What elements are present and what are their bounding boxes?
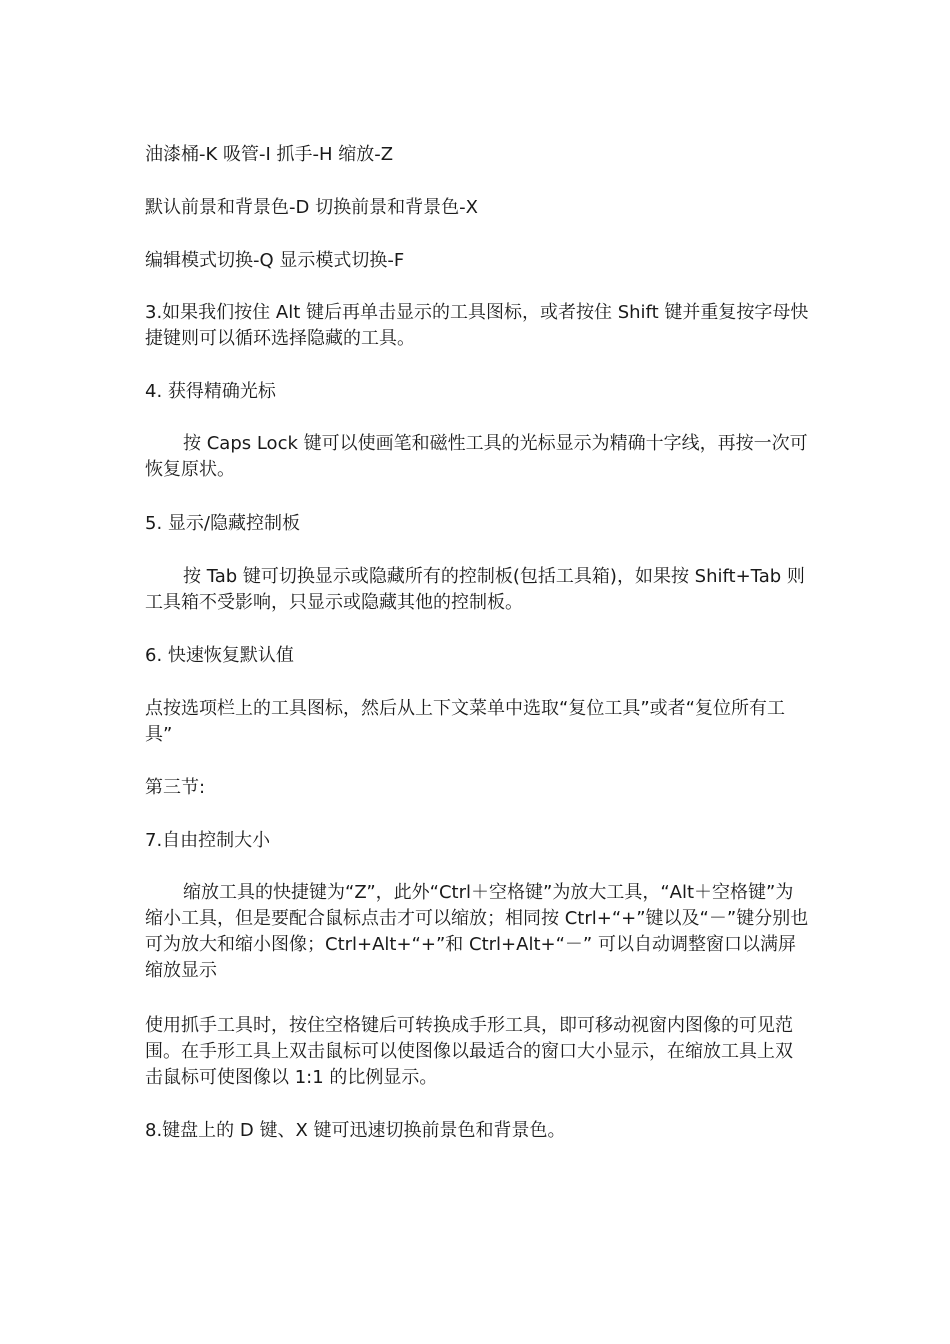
shortcut-line-1: 油漆桶-K 吸管-I 抓手-H 缩放-Z [145,144,394,165]
paragraph-hand-tool: 使用抓手工具时，按住空格键后可转换成手形工具，即可移动视窗内图像的可见范围。在手形工具上双击鼠标可以使图像以最适合的窗口大小显示，在缩放工具上双击鼠标可使图像以 1:1 的比例显示。 [145,1015,793,1088]
section-heading-3: 第三节: [145,777,206,798]
paragraph-dx-keys: 8.键盘上的 D 键、X 键可迅速切换前景色和背景色。 [145,1120,566,1141]
shortcut-line-2: 默认前景和背景色-D 切换前景和背景色-X [145,197,478,218]
heading-restore-defaults: 6. 快速恢复默认值 [145,645,294,666]
heading-show-hide-panels: 5. 显示/隐藏控制板 [145,513,300,534]
paragraph-caps-lock: 按 Caps Lock 键可以使画笔和磁性工具的光标显示为精确十字线，再按一次可恢复原状。 [145,433,808,480]
heading-precise-cursor: 4. 获得精确光标 [145,381,276,402]
shortcut-line-3: 编辑模式切换-Q 显示模式切换-F [145,250,405,271]
paragraph-tab-key: 按 Tab 键可切换显示或隐藏所有的控制板(包括工具箱)，如果按 Shift+Tab 则工具箱不受影响，只显示或隐藏其他的控制板。 [145,566,805,613]
paragraph-hidden-tools: 3.如果我们按住 Alt 键后再单击显示的工具图标，或者按住 Shift 键并重复按字母快捷键则可以循环选择隐藏的工具。 [145,302,809,349]
paragraph-zoom-shortcuts: 缩放工具的快捷键为“Z”，此外“Ctrl＋空格键”为放大工具，“Alt＋空格键”为缩小工具，但是要配合鼠标点击才可以缩放；相同按 Ctrl+“+”键以及“－”键分别也可为放大和缩小图像；Ctrl+Alt+“+”和 Ctrl+Alt+“－” 可以自动调整窗口以满屏缩放显示 [145,882,809,981]
paragraph-reset-tools: 点按选项栏上的工具图标，然后从上下文菜单中选取“复位工具”或者“复位所有工具” [145,698,785,745]
heading-free-size-control: 7.自由控制大小 [145,830,271,851]
